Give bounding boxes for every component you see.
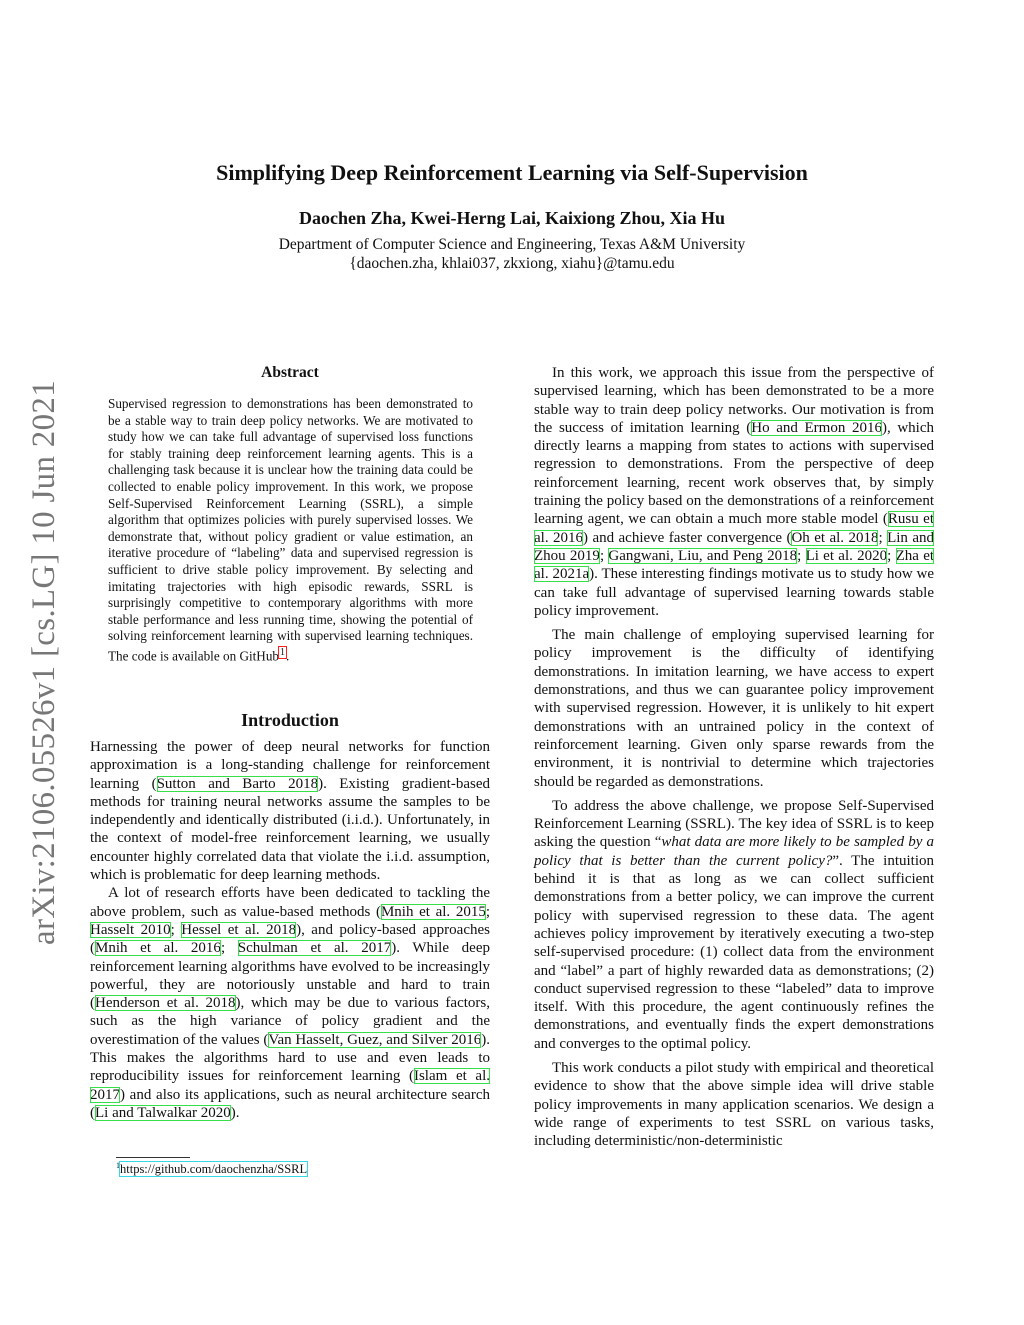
abstract-body (108, 396, 473, 665)
text-run: ). This makes the algorithms hard to use and even leads to reproducibility issues for reinforcement learning ( (90, 1031, 491, 1085)
text-run: ) and also its applications, such as neural architecture search ( (90, 1086, 490, 1121)
citation-link[interactable]: Oh et al. 2018 (791, 529, 879, 546)
citation-link[interactable]: Ho and Ermon 2016 (751, 419, 882, 436)
citation-link[interactable]: Islam et al. 2017 (90, 1068, 490, 1103)
citation-link[interactable]: Mnih et al. 2016 (95, 940, 221, 957)
intro-paragraph-2 (90, 884, 490, 1122)
footnote-rule (116, 1157, 190, 1158)
introduction-heading: Introduction (241, 710, 339, 730)
affiliation-block (0, 235, 1024, 273)
citation-link[interactable]: Lin and Zhou 2019 (534, 529, 934, 564)
paper-authors: Daochen Zha, Kwei-Herng Lai, Kaixiong Zhou, Xia Hu (298, 208, 726, 228)
left-column (90, 738, 490, 1122)
citation-link[interactable]: Li and Talwalkar 2020 (95, 1104, 231, 1121)
right-paragraph-3 (534, 797, 934, 1053)
text-run: In this work, we approach this issue from the perspective of supervised learning, which has been demonstrated to be a more stable way to train deep policy networks. Our motivation is from the success of imitation learning ( (534, 365, 934, 436)
separator: ; (599, 547, 609, 564)
citation-link[interactable]: Mnih et al. 2015 (380, 903, 486, 920)
citation-link[interactable]: Sutton and Barto 2018 (156, 775, 319, 792)
right-paragraph-1 (534, 364, 934, 620)
intro-paragraph-1 (90, 738, 490, 884)
text-run: ) and achieve faster convergence ( (583, 529, 792, 546)
citation-link[interactable]: Schulman et al. 2017 (237, 940, 392, 957)
right-paragraph-2: The main challenge of employing supervised learning for policy improvement is the difficulty of identifying demonstrations. In imitation learning, we have access to expert demonstrations, and thus we can guarantee policy improvement with supervised regression. However, it is unlikely to hit expert demonstrations with an untrained policy in the context of reinforcement learning. Given only sparse rewards from the environment, it is nontrivial to determine which trajectories should be regarded as demonstrations. (534, 627, 934, 790)
text-run: ). (230, 1104, 240, 1121)
citation-link[interactable]: Hasselt 2010 (90, 921, 171, 938)
github-url-link[interactable]: https://github.com/daochenzha/SSRL (120, 1162, 308, 1177)
text-run: To address the above challenge, we propose Self-Supervised Reinforcement Learning (SSRL). The key idea of SSRL is to keep asking the question “ (534, 797, 934, 851)
text-run: Harnessing the power of deep neural networks for function approximation is a long-standing challenge for reinforcement learning ( (90, 739, 490, 792)
arxiv-stamp: arXiv:2106.05526v1 [cs.LG] 10 Jun 2021 (26, 379, 62, 945)
citation-link[interactable]: Zha et al. 2021a (534, 547, 935, 583)
citation-link[interactable]: Li et al. 2020 (805, 547, 888, 564)
right-paragraph-4: This work conducts a pilot study with empirical and theoretical evidence to show that the above simple idea will drive stable policy improvements in many application scenarios. We design a wide range of experiments to test SSRL on various tasks, including deterministic/non-deterministic (534, 1059, 934, 1150)
citation-link[interactable]: Gangwani, Liu, and Peng 2018 (608, 547, 798, 564)
footnote-mark: 1 (116, 1161, 120, 1170)
affiliation: Department of Computer Science and Engineering, Texas A&M University (278, 236, 746, 253)
separator: ; (170, 921, 182, 938)
citation-link[interactable]: Hessel et al. 2018 (181, 921, 297, 938)
paper-title: Simplifying Deep Reinforcement Learning via Self-Supervision (216, 160, 808, 185)
emphasis-question: what data are more likely to be sampled by a policy that is better than the current policy? (534, 834, 934, 869)
citation-link[interactable]: Van Hasselt, Guez, and Silver 2016 (268, 1031, 482, 1048)
text-run: ), which may be due to various factors, such as the high variance of policy gradient and the overestimation of the values ( (90, 995, 490, 1048)
separator: ; (485, 903, 491, 920)
footnote (116, 1161, 307, 1177)
right-column (534, 364, 934, 1156)
text-run: ), and policy-based approaches ( (90, 921, 490, 957)
separator: ; (887, 547, 896, 564)
text-run: ), which directly learns a mapping from states to actions with supervised regression to demonstrations. From the perspective of deep reinforcement learning, recent work observes that, by simply training the policy based on the demonstrations of a reinforcement learning agent, we can obtain a much more stable model ( (534, 419, 935, 528)
text-run: ”. The intuition behind it is that as long as we can collect sufficient demonstrations from a better policy, we can improve the current policy with supervised regression to these data. The agent achieves policy improvement by iteratively executing a two-step self-supervised procedure: (1) collect data from the environment and “label” a part of highly rewarded data as demonstrations; (2) conduct supervised regression to these “labeled” data to improve itself. With this procedure, the agent continuously refines the demonstrations, and eventually finds the expert demonstrations and converges to the optimal policy. (534, 852, 934, 1052)
footnote-ref-link[interactable]: 1 (280, 646, 286, 658)
abstract-heading: Abstract (261, 364, 319, 381)
text-run: ). Existing gradient-based methods for training neural networks assume the samples to be independently and identically distributed (i.i.d.). Unfortunately, in the context of model-free reinforcement learning, we usually encounter highly correlated data that violate the i.i.d. assumption, which is problematic for deep learning methods. (90, 775, 490, 884)
text-run: ). While deep reinforcement learning algorithms have evolved to be increasingly powerful, they are notoriously unstable and hard to train ( (90, 940, 490, 1012)
text-run: A lot of research efforts have been dedicated to tackling the above problem, such as value-based methods ( (90, 885, 490, 920)
separator: ; (878, 529, 888, 546)
citation-link[interactable]: Rusu et al. 2016 (534, 511, 934, 546)
separator: ; (220, 940, 238, 957)
separator: ; (797, 547, 806, 564)
citation-link[interactable]: Henderson et al. 2018 (95, 995, 236, 1012)
text-run: ). These interesting findings motivate us to study how we can take full advantage of supervised learning towards stable policy improvement. (534, 566, 935, 619)
abstract-end: . (286, 648, 290, 664)
author-emails: {daochen.zha, khlai037, zkxiong, xiahu}@tamu.edu (349, 255, 675, 272)
abstract-text: Supervised regression to demonstrations has been demonstrated to be a stable way to train deep policy networks. We are motivated to study how we can take full advantage of supervised loss functions for stably training deep reinforcement learning agents. This is a challenging task because it is unclear how the training data could be collected to enable policy improvement. In this work, we propose Self-Supervised Reinforcement Learning (SSRL), a simple algorithm that optimizes policies with purely supervised losses. We demonstrate that, without policy gradient or value estimation, an iterative procedure of “labeling” data and supervised regression is sufficient to drive stable policy improvement. By selecting and imitating trajectories with high episodic rewards, SSRL is surprisingly competitive to contemporary algorithms with more stable performance and less running time, showing the potential of solving reinforcement learning with supervised learning techniques. The code is available on GitHub (108, 396, 473, 664)
